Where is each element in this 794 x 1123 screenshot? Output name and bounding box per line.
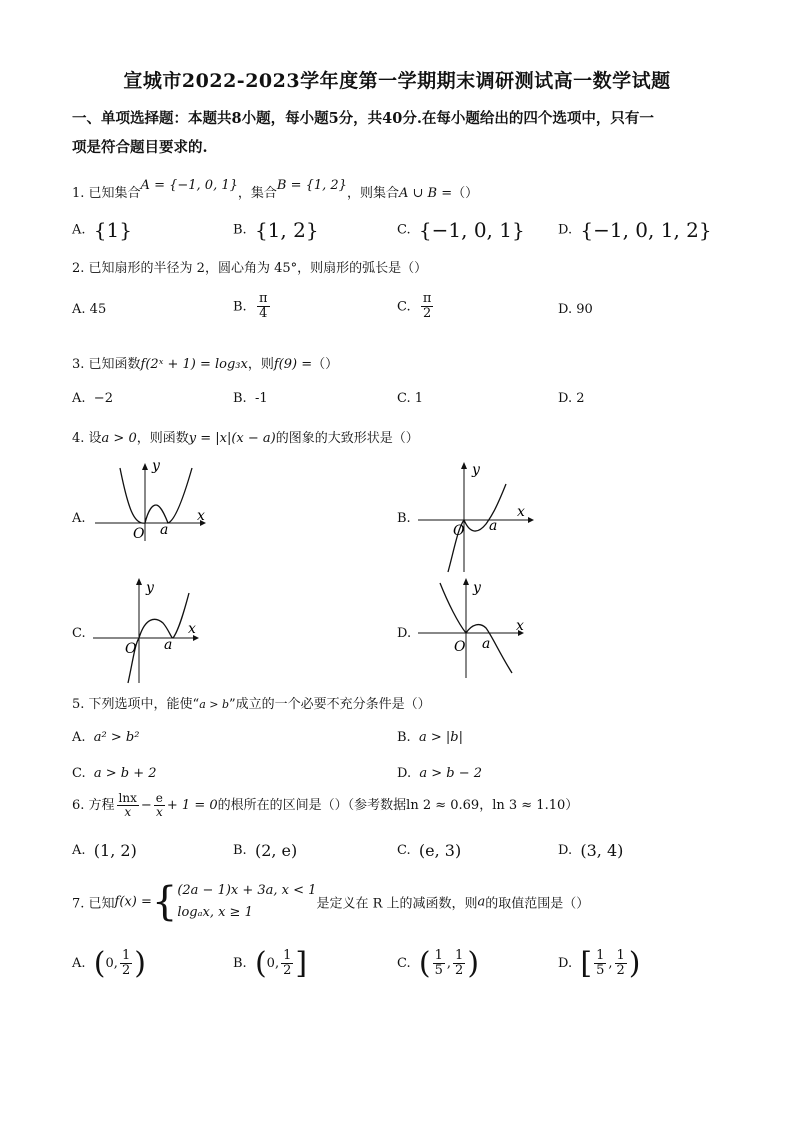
q4-option-c-label: C. (72, 626, 86, 641)
q1-expr: A ∪ B = (398, 186, 453, 201)
question-5: 5. 下列选项中，能使“a > b”成立的一个必要不充分条件是（） (72, 697, 431, 712)
brace-icon: { (151, 879, 178, 925)
q4-graph-a (90, 458, 210, 543)
q1-set-a: A = {−1, 0, 1} (140, 178, 238, 193)
q4-graph-d (418, 578, 538, 688)
origin-label: O (454, 639, 466, 655)
q1-option-a: A. {1} (72, 218, 132, 242)
q2-option-b: B. $\frac{\pi}{4}$ (233, 291, 268, 322)
x-axis-label: x (188, 621, 196, 637)
q5-condition: a > b (199, 698, 229, 711)
x-axis-label: x (516, 618, 524, 634)
q1-option-d: D. {−1, 0, 1, 2} (558, 218, 712, 242)
q4-function: y = |x|(x − a) (188, 431, 276, 446)
question-4: 4. 设a > 0，则函数y = |x|(x − a)的图象的大致形状是（） (72, 431, 419, 446)
y-axis-label: y (146, 580, 154, 596)
q2-option-c: C. $\frac{\pi}{2}$ (397, 291, 432, 322)
q2-option-d: D. 90 (558, 302, 593, 317)
y-axis-label: y (152, 458, 160, 474)
x-axis-label: x (517, 504, 525, 520)
a-label: a (160, 522, 169, 538)
q2-option-a: A. 45 (72, 302, 107, 317)
q7-option-c: C. ( $\frac{1}{5}$ , $\frac{1}{2}$ ) (397, 946, 480, 981)
origin-label: O (125, 641, 137, 657)
q7-case1: (2a − 1)x + 3a, x < 1 (177, 883, 317, 898)
question-1 (72, 178, 479, 201)
q7-option-b: B. (0, $\frac{1}{2}$ ] (233, 946, 308, 981)
section-heading-line1: 一、单项选择题：本题共8小题，每小题5分，共40分.在每小题给出的四个选项中，只有一 (72, 110, 654, 127)
q7-fx: f(x) = (114, 894, 152, 910)
a-label: a (164, 637, 173, 653)
q4-graph-b (418, 462, 538, 572)
origin-label: O (453, 523, 465, 539)
y-axis-label: y (473, 580, 481, 596)
q1-prefix: 1. 已知集合 (72, 186, 141, 201)
q6-option-b: B. (2, e) (233, 841, 298, 860)
q4-graph-c (93, 578, 213, 688)
q1-suffix: ，则集合 (346, 186, 399, 201)
q1-paren: （） (452, 186, 479, 201)
q3-option-d: D. 2 (558, 391, 585, 406)
q1-option-c: C. {−1, 0, 1} (397, 218, 525, 242)
x-axis-label: x (197, 508, 205, 524)
section-heading-line2: 项是符合题目要求的. (72, 139, 208, 156)
question-6: 6. 方程 $\frac{\ln x}{x}$ − $\frac{e}{x}$ + 1 = 0的根所在的区间是（）（参考数据ln 2 ≈ 0.69，ln 3 ≈ 1.10） (72, 791, 579, 820)
q1-mid: ，集合 (237, 186, 277, 201)
q6-option-d: D. (3, 4) (558, 841, 624, 860)
y-axis-label: y (472, 462, 480, 478)
q5-option-c: C. a > b + 2 (72, 766, 157, 781)
page-title: 宣城市2022-2023学年度第一学期期末调研测试高一数学试题 (123, 70, 671, 92)
q1-option-b: B. {1, 2} (233, 218, 319, 242)
q3-function: f(2ˣ + 1) = log₃x (140, 357, 248, 372)
a-label: a (482, 636, 491, 652)
q7-case2: logₐx, x ≥ 1 (177, 905, 253, 920)
q4-option-b-label: B. (397, 511, 411, 526)
q4-condition: a > 0 (101, 431, 137, 446)
q4-option-a-label: A. (72, 511, 86, 526)
q5-option-b: B. a > |b| (397, 730, 463, 745)
section-heading (72, 104, 722, 162)
q7-option-d: D. [ $\frac{1}{5}$ , $\frac{1}{2}$ ) (558, 946, 641, 981)
q3-option-c: C. 1 (397, 391, 424, 406)
question-2: 2. 已知扇形的半径为 2，圆心角为 45°，则扇形的弧长是（） (72, 261, 428, 276)
a-label: a (489, 518, 498, 534)
q3-expr: f(9) = (273, 357, 313, 372)
q5-option-d: D. a > b − 2 (397, 766, 483, 781)
q3-option-b: B. -1 (233, 391, 268, 406)
q1-set-b: B = {1, 2} (276, 178, 347, 193)
q3-option-a: A. −2 (72, 391, 113, 406)
question-3: 3. 已知函数f(2ˣ + 1) = log₃x，则f(9) =（） (72, 357, 339, 372)
q6-option-a: A. (1, 2) (72, 841, 137, 860)
q5-option-a: A. a² > b² (72, 730, 140, 745)
q4-option-d-label: D. (397, 626, 412, 641)
origin-label: O (133, 526, 145, 542)
q7-cases (177, 880, 316, 924)
q6-option-c: C. (e, 3) (397, 841, 462, 860)
q7-option-a: A. (0, $\frac{1}{2}$ ) (72, 946, 146, 981)
question-7: 7. 已知f(x) ={ (2a − 1)x + 3a, x < 1 logₐx, x ≥ 1 是定义在 R 上的减函数，则a的取值范围是（） (72, 879, 590, 925)
